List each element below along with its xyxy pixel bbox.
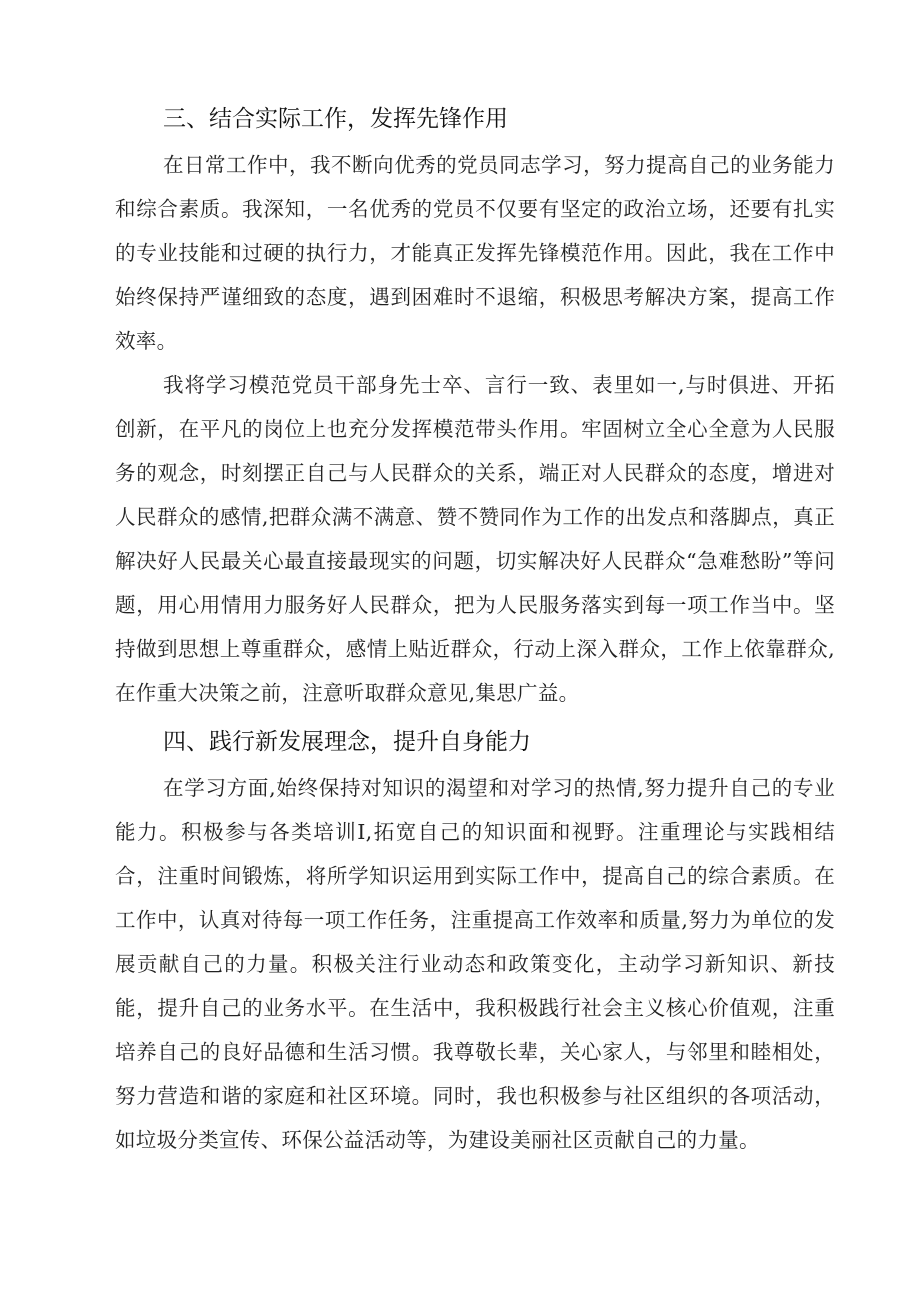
section-heading: 三、结合实际工作，发挥先锋作用 (163, 106, 508, 132)
document-body (115, 96, 835, 1162)
section-heading: 四、践行新发展理念，提升自身能力 (163, 729, 531, 755)
paragraph: 在学习方面,始终保持对知识的渴望和对学习的热情,努力提升自己的专业能力。积极参与各类培训I,拓宽自己的知识面和视野。注重理论与实践相结合，注重时间锻炼，将所学知识运用到实际工作中，提高自己的综合素质。在工作中，认真对待每一项工作任务，注重提高工作效率和质量,努力为单位的发展贡献自己的力量。积极关注行业动态和政策变化，主动学习新知识、新技能，提升自己的业务水平。在生活中，我积极践行社会主义核心价值观，注重培养自己的良好品德和生活习惯。我尊敬长辈，关心家人，与邻里和睦相处，努力营造和谐的家庭和社区环境。同时，我也积极参与社区组织的各项活动，如垃圾分类宣传、环保公益活动等，为建设美丽社区贡献自己的力量。 (115, 776, 835, 1152)
paragraph: 在日常工作中，我不断向优秀的党员同志学习，努力提高自己的业务能力和综合素质。我深知，一名优秀的党员不仅要有坚定的政治立场，还要有扎实的专业技能和过硬的执行力，才能真正发挥先锋模范作用。因此，我在工作中始终保持严谨细致的态度，遇到困难时不退缩，积极思考解决方案，提高工作效率。 (115, 153, 835, 353)
paragraph: 我将学习模范党员干部身先士卒、言行一致、表里如一,与时俱进、开拓创新，在平凡的岗位上也充分发挥模范带头作用。牢固树立全心全意为人民服务的观念，时刻摆正自己与人民群众的关系，端正对人民群众的态度，增进对人民群众的感情,把群众满不满意、赞不赞同作为工作的出发点和落脚点，真正解决好人民最关心最直接最现实的问题，切实解决好人民群众“急难愁盼”等问题，用心用情用力服务好人民群众，把为人民服务落实到每一项工作当中。坚持做到思想上尊重群众，感情上贴近群众，行动上深入群众，工作上依靠群众,在作重大决策之前，注意听取群众意见,集思广益。 (115, 373, 835, 705)
